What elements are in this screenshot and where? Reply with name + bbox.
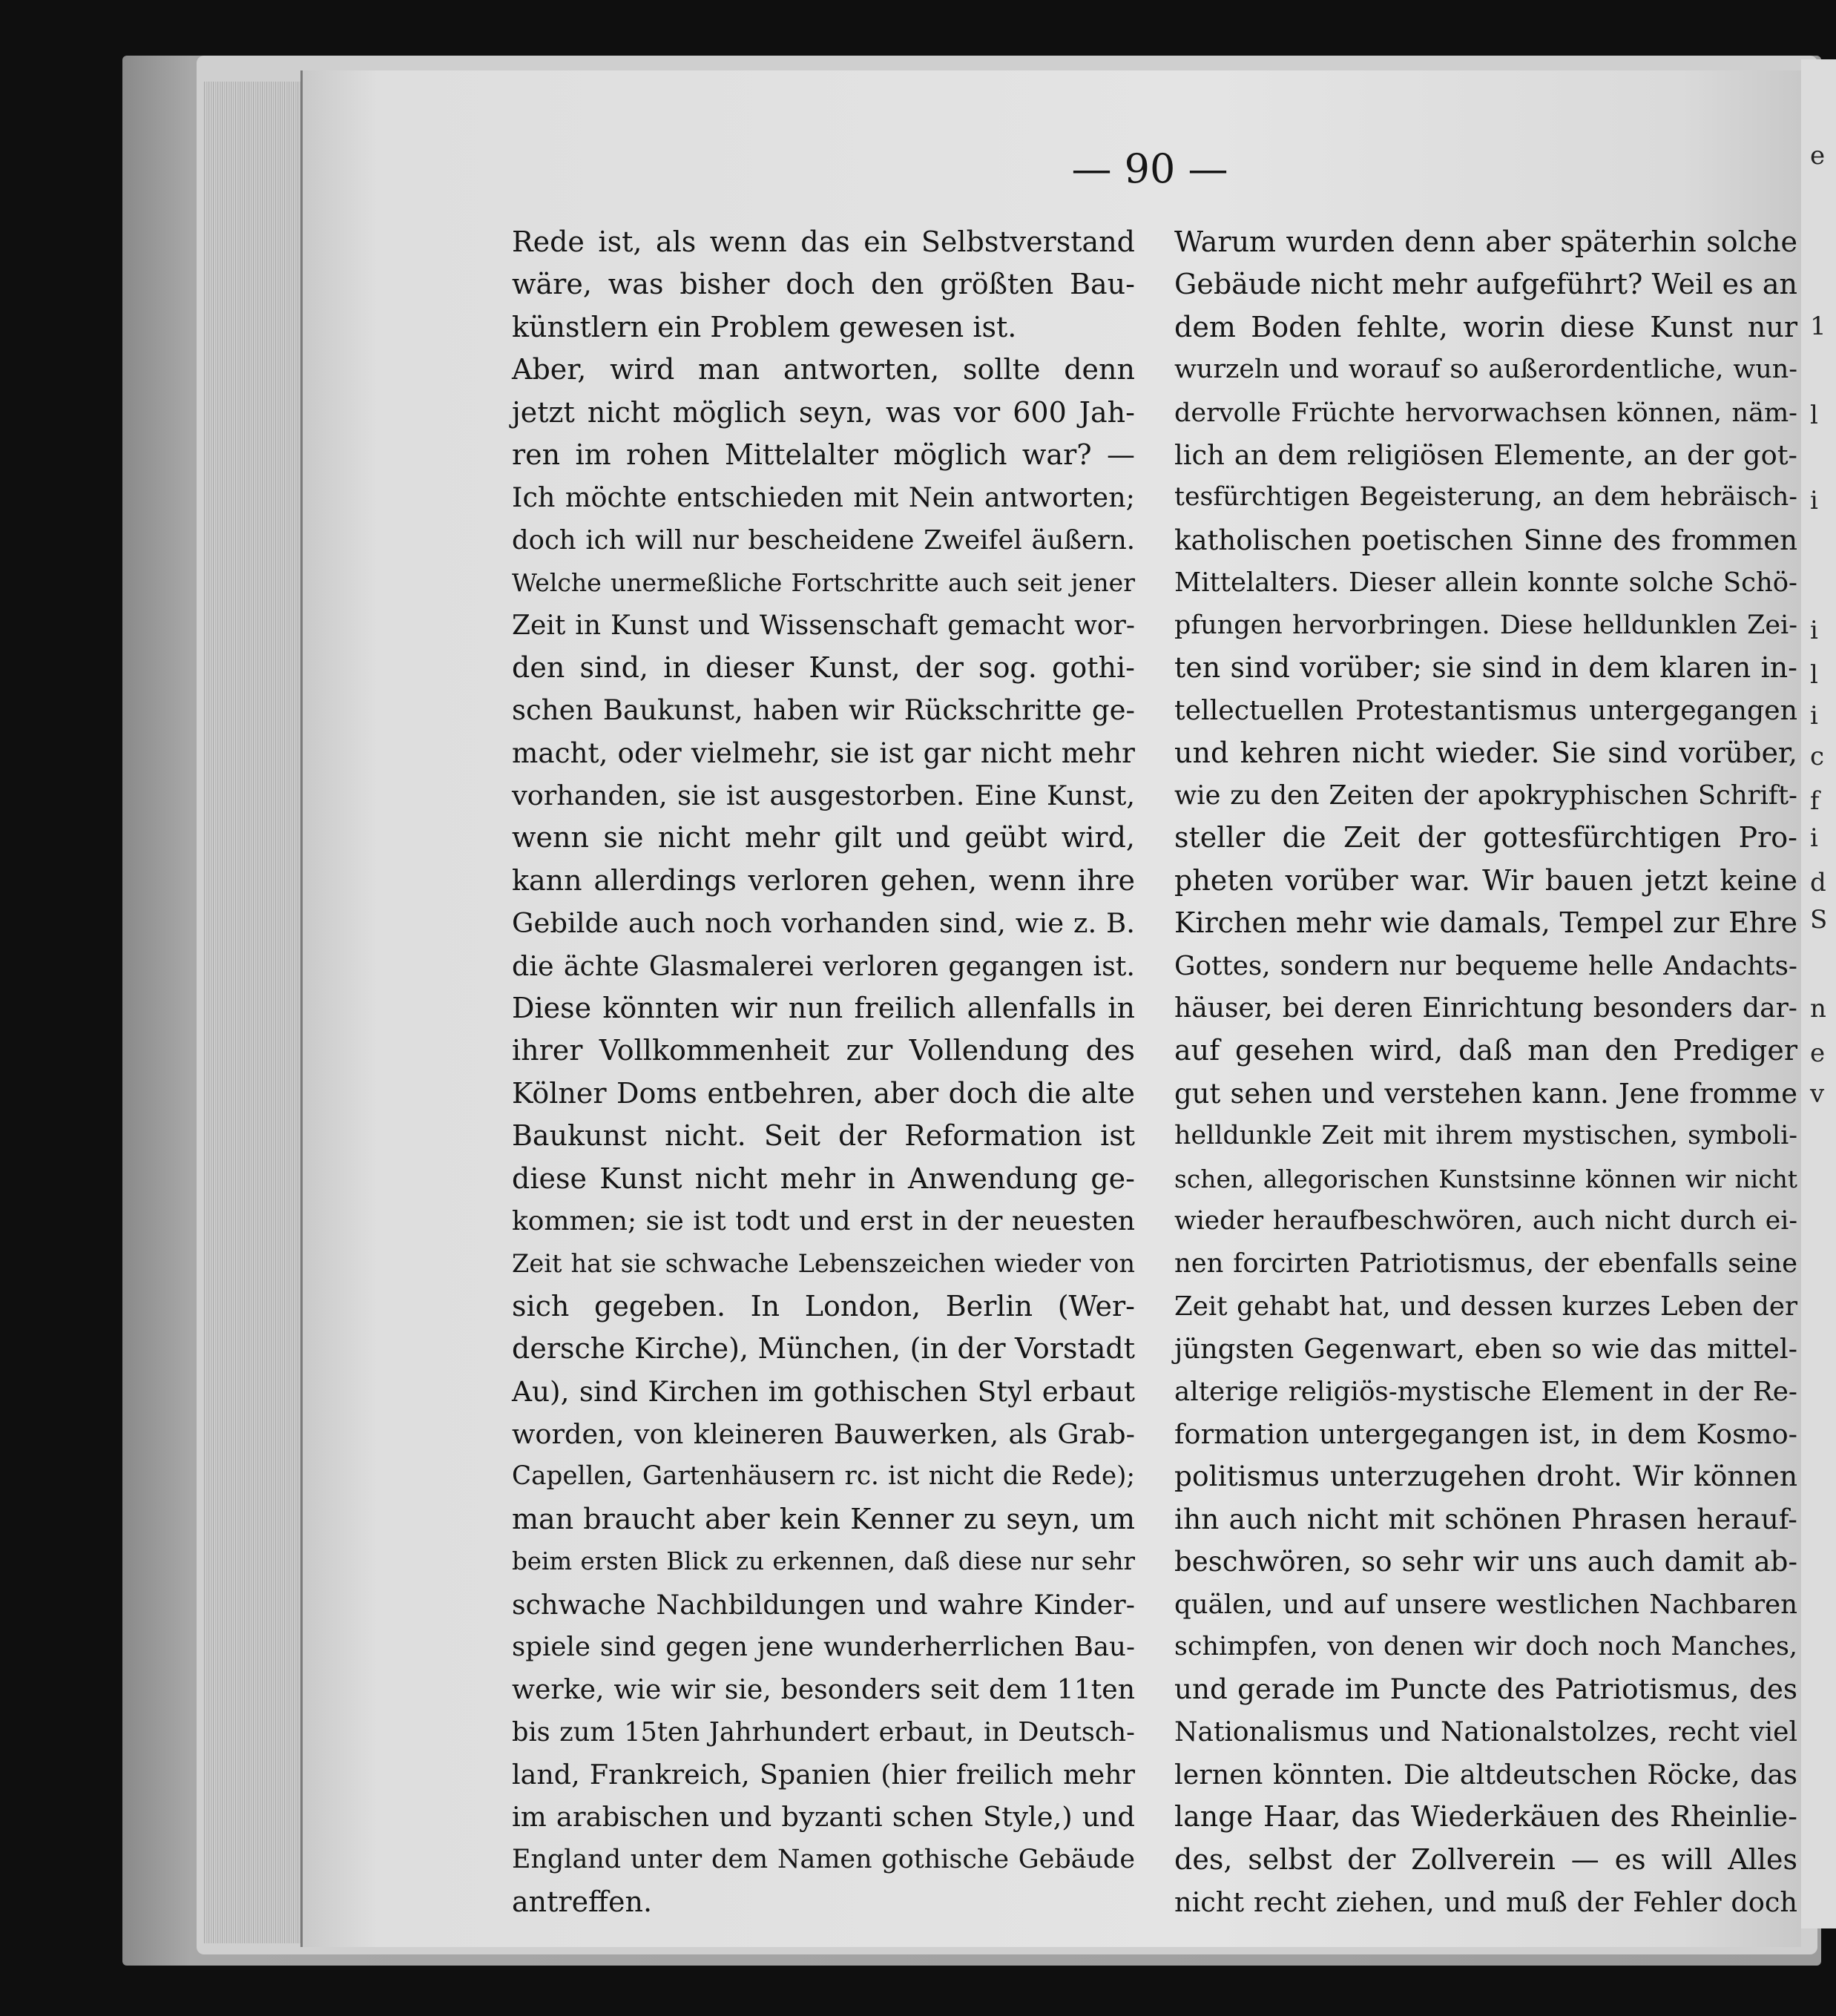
text-line: des, selbst der Zollverein — es will Alles	[1174, 1842, 1797, 1876]
text-line: Nationalismus und Nationalstolzes, recht viel	[1174, 1716, 1797, 1747]
text-line: kommen; sie ist todt und erst in der neuesten	[512, 1205, 1135, 1236]
text-line: bis zum 15ten Jahrhundert erbaut, in Deutsch-	[512, 1716, 1135, 1747]
text-line: man braucht aber kein Kenner zu seyn, um	[512, 1502, 1135, 1535]
text-line: schwache Nachbildungen und wahre Kinder-	[512, 1588, 1135, 1621]
edge-letter: i	[1810, 823, 1818, 853]
text-line: jüngsten Gegenwart, eben so wie das mittel-	[1174, 1333, 1797, 1366]
text-line: schen Baukunst, haben wir Rückschritte ge-	[512, 694, 1135, 727]
text-line: England unter dem Namen gothische Gebäude	[512, 1844, 1135, 1874]
edge-letter: c	[1810, 742, 1825, 771]
page-number: — 90 —	[1071, 145, 1228, 192]
text-line: und kehren nicht wieder. Sie sind vorüber,	[1174, 736, 1797, 769]
text-line: im arabischen und byzanti schen Style,) und	[512, 1801, 1135, 1834]
text-line: Gebäude nicht mehr aufgeführt? Weil es an	[1174, 268, 1797, 301]
text-line: Zeit in Kunst und Wissenschaft gemacht wor-	[512, 610, 1135, 641]
text-line: beim ersten Blick zu erkennen, daß diese nur sehr	[512, 1547, 1135, 1576]
text-line: den sind, in dieser Kunst, der sog. gothi-	[512, 650, 1135, 684]
text-line: Gebilde auch noch vorhanden sind, wie z. B.	[512, 907, 1135, 940]
text-line: Ich möchte entschieden mit Nein antworten;	[512, 481, 1135, 514]
text-line: vorhanden, sie ist ausgestorben. Eine Kunst,	[512, 780, 1135, 812]
text-line: ihn auch nicht mit schönen Phrasen herauf-	[1174, 1502, 1797, 1535]
edge-letter: e	[1810, 1038, 1826, 1068]
text-line: schimpfen, von denen wir doch noch Manches,	[1174, 1631, 1797, 1661]
text-line: Au), sind Kirchen im gothischen Styl erbaut	[512, 1374, 1135, 1408]
left-column	[512, 221, 1135, 1919]
text-line: auf gesehen wird, daß man den Prediger	[1174, 1034, 1797, 1067]
text-line: ren im rohen Mittelalter möglich war? —	[512, 438, 1135, 471]
text-line: tesfürchtigen Begeisterung, an dem hebräisch-	[1174, 482, 1797, 513]
edge-letter: i	[1810, 616, 1818, 645]
edge-letter: S	[1810, 905, 1828, 935]
text-line: Welche unermeßliche Fortschritte auch seit jener	[512, 568, 1135, 598]
text-line: wäre, was bisher doch den größten Bau-	[512, 268, 1135, 301]
text-line: werke, wie wir sie, besonders seit dem 11ten	[512, 1673, 1135, 1706]
text-line: Diese könnten wir nun freilich allenfalls in	[512, 992, 1135, 1025]
text-line: Warum wurden denn aber späterhin solche	[1174, 225, 1797, 258]
text-line: gut sehen und verstehen kann. Jene fromme	[1174, 1077, 1797, 1110]
facing-page-letters	[1810, 0, 1836, 2016]
text-line: häuser, bei deren Einrichtung besonders dar-	[1174, 992, 1797, 1024]
text-line: Kölner Doms entbehren, aber doch die alte	[512, 1076, 1135, 1110]
text-line: helldunkle Zeit mit ihrem mystischen, symboli-	[1174, 1121, 1797, 1151]
text-line: nicht recht ziehen, und muß der Fehler doch	[1174, 1886, 1797, 1919]
text-line: worden, von kleineren Bauwerken, als Grab-	[512, 1417, 1135, 1450]
edge-letter: l	[1810, 401, 1818, 430]
text-line: steller die Zeit der gottesfürchtigen Pro-	[1174, 821, 1797, 854]
text-line: lange Haar, das Wiederkäuen des Rheinlie-	[1174, 1800, 1797, 1834]
edge-letter: d	[1810, 868, 1826, 897]
text-line: pheten vorüber war. Wir bauen jetzt keine	[1174, 863, 1797, 897]
text-line: lich an dem religiösen Elemente, an der got-	[1174, 438, 1797, 471]
edge-letter: e	[1810, 141, 1826, 171]
edge-letter: v	[1810, 1079, 1825, 1109]
text-line: Aber, wird man antworten, sollte denn	[512, 353, 1135, 386]
text-line: politismus unterzugehen droht. Wir können	[1174, 1460, 1797, 1493]
text-line: und gerade im Puncte des Patriotismus, des	[1174, 1673, 1797, 1706]
text-line: ten sind vorüber; sie sind in dem klaren in-	[1174, 650, 1797, 684]
text-line: Zeit hat sie schwache Lebenszeichen wieder von	[512, 1249, 1135, 1279]
text-line: land, Frankreich, Spanien (hier freilich mehr	[512, 1759, 1135, 1791]
text-line: dervolle Früchte hervorwachsen können, näm-	[1174, 397, 1797, 428]
text-line: pfungen hervorbringen. Diese helldunklen Zei-	[1174, 610, 1797, 640]
edge-letter: n	[1810, 994, 1826, 1024]
text-line: macht, oder vielmehr, sie ist gar nicht mehr	[512, 736, 1135, 769]
text-line: künstlern ein Problem gewesen ist.	[512, 310, 1017, 343]
text-line: wieder heraufbeschwören, auch nicht durch ei-	[1174, 1205, 1797, 1236]
text-line: Capellen, Gartenhäusern rc. ist nicht die Rede);	[512, 1461, 1135, 1492]
text-line: alterige religiös-mystische Element in der Re-	[1174, 1376, 1797, 1407]
text-line: wenn sie nicht mehr gilt und geübt wird,	[512, 821, 1135, 854]
text-line: wie zu den Zeiten der apokryphischen Schrift-	[1174, 780, 1797, 811]
text-line: kann allerdings verloren gehen, wenn ihre	[512, 863, 1135, 897]
text-line: quälen, und auf unsere westlichen Nachbaren	[1174, 1589, 1797, 1620]
page-edges	[204, 82, 306, 1943]
text-line: Zeit gehabt hat, und dessen kurzes Leben der	[1174, 1291, 1797, 1322]
text-line: die ächte Glasmalerei verloren gegangen ist.	[512, 949, 1135, 982]
text-line: tellectuellen Protestantismus untergegangen	[1174, 694, 1797, 727]
text-line: jetzt nicht möglich seyn, was vor 600 Jah-	[512, 395, 1135, 429]
text-line: dem Boden fehlte, worin diese Kunst nur	[1174, 310, 1797, 343]
text-line: Gottes, sondern nur bequeme helle Andachts-	[1174, 950, 1797, 981]
edge-letter: i	[1810, 701, 1818, 731]
edge-letter: 1	[1810, 312, 1826, 341]
text-line: dersche Kirche), München, (in der Vorstadt	[512, 1332, 1135, 1366]
text-line: schen, allegorischen Kunstsinne können wir nicht	[1174, 1164, 1797, 1193]
right-column	[1174, 221, 1797, 1919]
text-line: katholischen poetischen Sinne des frommen	[1174, 524, 1797, 556]
text-line: sich gegeben. In London, Berlin (Wer-	[512, 1289, 1135, 1322]
text-line: lernen könnten. Die altdeutschen Röcke, das	[1174, 1759, 1797, 1791]
text-line: spiele sind gegen jene wunderherrlichen Bau-	[512, 1631, 1135, 1662]
text-line: formation untergegangen ist, in dem Kosmo-	[1174, 1417, 1797, 1450]
text-line: Kirchen mehr wie damals, Tempel zur Ehre	[1174, 906, 1797, 940]
text-line: Mittelalters. Dieser allein konnte solche Schö-	[1174, 567, 1797, 599]
edge-letter: l	[1810, 660, 1818, 690]
text-line: diese Kunst nicht mehr in Anwendung ge-	[512, 1162, 1135, 1195]
text-line: wurzeln und worauf so außerordentliche, wun-	[1174, 355, 1797, 385]
text-line: Baukunst nicht. Seit der Reformation ist	[512, 1119, 1135, 1153]
text-line: antreffen.	[512, 1885, 653, 1919]
edge-letter: i	[1810, 486, 1818, 515]
text-line: Rede ist, als wenn das ein Selbstverstand	[512, 225, 1135, 258]
edge-letter: f	[1810, 786, 1820, 816]
text-line: beschwören, so sehr wir uns auch damit ab-	[1174, 1546, 1797, 1578]
text-line: nen forcirten Patriotismus, der ebenfalls seine	[1174, 1248, 1797, 1279]
text-line: ihrer Vollkommenheit zur Vollendung des	[512, 1034, 1135, 1067]
text-line: doch ich will nur bescheidene Zweifel äußern.	[512, 524, 1135, 556]
